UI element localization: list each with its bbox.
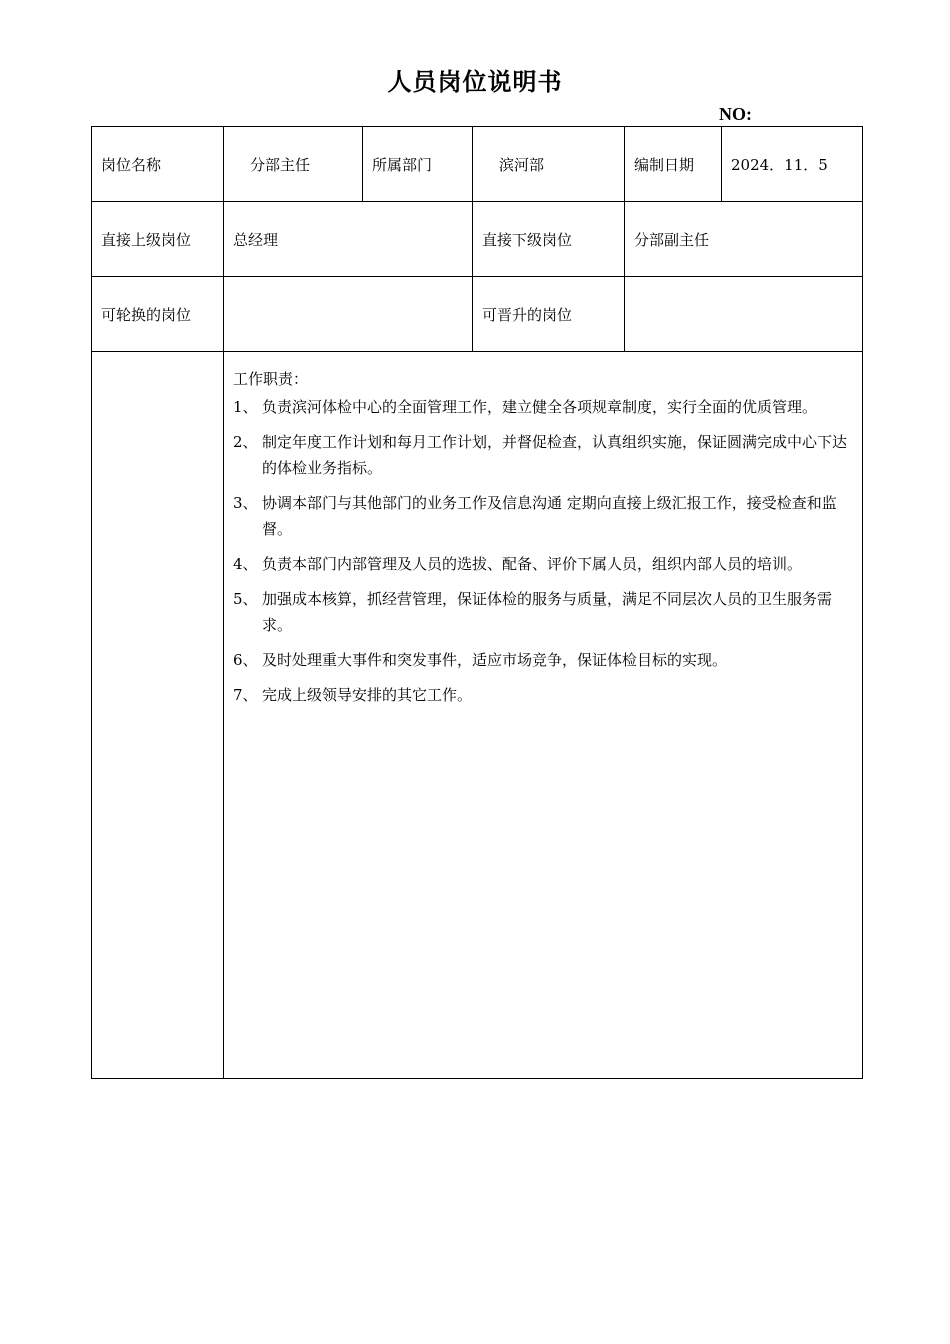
duty-text: 负责本部门内部管理及人员的选拔、配备、评价下属人员，组织内部人员的培训。 bbox=[262, 555, 803, 573]
table-row-duties bbox=[92, 352, 863, 1079]
direct-superior-label: 直接上级岗位 bbox=[92, 202, 224, 277]
duty-item bbox=[233, 551, 856, 577]
duty-text: 负责滨河体检中心的全面管理工作，建立健全各项规章制度，实行全面的优质管理。 bbox=[262, 398, 818, 416]
promotable-position-value bbox=[625, 277, 863, 352]
duty-text: 及时处理重大事件和突发事件，适应市场竞争，保证体检目标的实现。 bbox=[262, 651, 728, 669]
duty-text: 加强成本核算，抓经营管理，保证体检的服务与质量，满足不同层次人员的卫生服务需求。 bbox=[262, 590, 833, 634]
duty-item bbox=[233, 429, 856, 481]
department-value: 滨河部 bbox=[473, 127, 625, 202]
compile-date-label: 编制日期 bbox=[625, 127, 722, 202]
duty-number: 3、 bbox=[233, 494, 258, 512]
department-label: 所属部门 bbox=[363, 127, 473, 202]
duty-number: 7、 bbox=[233, 686, 258, 704]
duty-item bbox=[233, 647, 856, 673]
duty-number: 1、 bbox=[233, 398, 258, 416]
direct-subordinate-label: 直接下级岗位 bbox=[473, 202, 625, 277]
compile-date-value: 2024．11．5 bbox=[722, 127, 863, 202]
duty-text: 协调本部门与其他部门的业务工作及信息沟通 定期向直接上级汇报工作，接受检查和监督。 bbox=[262, 494, 837, 538]
job-description-table bbox=[91, 126, 863, 1079]
document-title: 人员岗位说明书 bbox=[387, 67, 563, 96]
duties-cell bbox=[224, 352, 863, 1079]
duty-text: 完成上级领导安排的其它工作。 bbox=[262, 686, 473, 704]
duties-heading: 工作职责： bbox=[233, 370, 309, 388]
rotatable-position-value bbox=[224, 277, 473, 352]
duty-item bbox=[233, 394, 856, 420]
duty-number: 6、 bbox=[233, 651, 258, 669]
duty-number: 4、 bbox=[233, 555, 258, 573]
duty-item bbox=[233, 586, 856, 638]
promotable-position-label: 可晋升的岗位 bbox=[473, 277, 625, 352]
duty-item bbox=[233, 490, 856, 542]
position-name-label: 岗位名称 bbox=[92, 127, 224, 202]
duties-left-cell bbox=[92, 352, 224, 1079]
table-row-career bbox=[92, 277, 863, 352]
rotatable-position-label: 可轮换的岗位 bbox=[92, 277, 224, 352]
duty-number: 5、 bbox=[233, 590, 258, 608]
document-number-label: NO: bbox=[719, 104, 752, 124]
duty-item bbox=[233, 682, 856, 708]
duty-text: 制定年度工作计划和每月工作计划，并督促检查，认真组织实施，保证圆满完成中心下达的体检业务指标。 bbox=[262, 433, 848, 477]
direct-superior-value: 总经理 bbox=[224, 202, 473, 277]
direct-subordinate-value: 分部副主任 bbox=[625, 202, 863, 277]
table-row-reporting bbox=[92, 202, 863, 277]
position-name-value: 分部主任 bbox=[224, 127, 363, 202]
table-row-basic-info bbox=[92, 127, 863, 202]
duty-number: 2、 bbox=[233, 433, 258, 451]
